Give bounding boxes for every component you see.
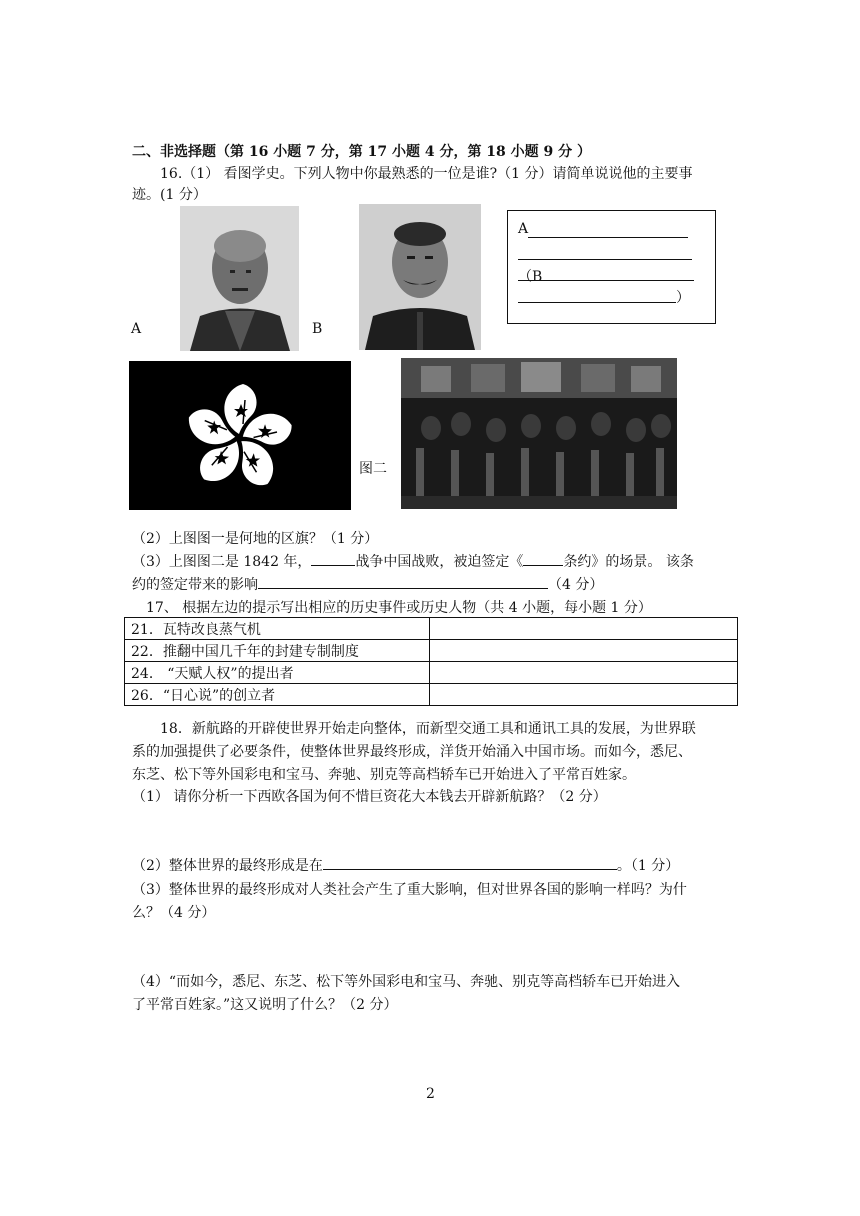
q16-part3-text-a: （3）上图图二是 1842 年，	[132, 554, 312, 570]
q16-part2: （2）上图图一是何地的区旗？（1 分）	[132, 531, 379, 547]
table-row	[125, 684, 738, 706]
q16-part3-text-d: 约的签定带来的影响	[132, 577, 258, 593]
q18-part2-text-a: （2）整体世界的最终形成是在	[132, 858, 323, 874]
q18-intro-line2: 系的加强提供了必要条件，使整体世界最终形成，洋货开始涌入中国市场。而如今，悉尼、	[132, 744, 692, 760]
portrait-b-photo	[359, 204, 481, 350]
answer-box-close: ）	[676, 290, 690, 306]
section-heading: 二、非选择题（第 16 小题 7 分，第 17 小题 4 分，第 18 小题 9 分 ）	[132, 144, 592, 160]
q17-prompt: 21．瓦特改良蒸气机	[125, 618, 430, 640]
blank-world-formation[interactable]	[323, 855, 617, 870]
answer-line-a1[interactable]	[528, 237, 688, 238]
q18-part1: （1） 请你分析一下西欧各国为何不惜巨资花大本钱去开辟新航路？（2 分）	[132, 789, 607, 805]
figure-two-label: 图二	[359, 461, 387, 477]
answer-line-b2[interactable]	[518, 302, 676, 303]
q17-answer-cell[interactable]	[430, 640, 738, 662]
q18-part2-text-b: 。（1 分）	[616, 858, 680, 874]
q17-table	[124, 617, 738, 706]
q17-prompt: 22．推翻中国几千年的封建专制制度	[125, 640, 430, 662]
table-row	[125, 662, 738, 684]
figure-two-photo	[401, 358, 677, 509]
q16-part3-line2	[132, 574, 603, 594]
table-row	[125, 640, 738, 662]
q18-part3-line2: 么？（4 分）	[132, 905, 216, 921]
q16-answer-box	[507, 210, 716, 324]
blank-war-name[interactable]	[311, 551, 355, 566]
q17-intro: 17、 根据左边的提示写出相应的历史事件或历史人物（共 4 小题，每小题 1 分）	[146, 600, 652, 616]
table-row	[125, 618, 738, 640]
q18-part2	[132, 855, 679, 875]
figure-one-flag	[129, 361, 351, 510]
blank-treaty-name[interactable]	[523, 551, 563, 566]
q17-answer-cell[interactable]	[430, 684, 738, 706]
q17-answer-cell[interactable]	[430, 618, 738, 640]
q18-intro-line1: 18．新航路的开辟使世界开始走向整体，而新型交通工具和通讯工具的发展，为世界联	[160, 721, 696, 737]
answer-line-b1[interactable]	[518, 280, 694, 281]
answer-line-a2[interactable]	[518, 259, 692, 260]
q18-part4-line1: （4）“而如今，悉尼、东芝、松下等外国彩电和宝马、奔驰、别克等高档轿车已开始进入	[132, 974, 681, 990]
q18-part4-line2: 了平常百姓家。”这又说明了什么？（2 分）	[132, 997, 398, 1013]
q16-part1-line2: 迹。(1 分）	[132, 187, 207, 203]
answer-box-a-label: A	[518, 221, 529, 237]
q16-part3-text-e: （4 分）	[548, 577, 604, 593]
q17-prompt: 26．“日心说”的创立者	[125, 684, 430, 706]
portrait-b-label: B	[312, 321, 323, 337]
q16-part1-line1: 16.（1） 看图学史。下列人物中你最熟悉的一位是谁?（1 分）请简单说说他的主要事	[160, 166, 693, 182]
q17-prompt: 24． “天赋人权”的提出者	[125, 662, 430, 684]
q16-part3-line1	[132, 551, 694, 571]
q17-answer-cell[interactable]	[430, 662, 738, 684]
blank-treaty-impact[interactable]	[258, 574, 548, 589]
portrait-a-label: A	[131, 321, 142, 337]
q18-intro-line3: 东芝、松下等外国彩电和宝马、奔驰、别克等高档轿车已开始进入了平常百姓家。	[132, 767, 636, 783]
page-number: 2	[426, 1086, 435, 1102]
portrait-a-photo	[180, 206, 299, 351]
q16-part3-text-c: 条约》的场景。 该条	[563, 554, 694, 570]
q16-part3-text-b: 战争中国战败，被迫签定《	[355, 554, 524, 570]
q18-part3-line1: （3）整体世界的最终形成对人类社会产生了重大影响，但对世界各国的影响一样吗？为什	[132, 882, 687, 898]
answer-box-b-label: （B	[518, 269, 543, 285]
